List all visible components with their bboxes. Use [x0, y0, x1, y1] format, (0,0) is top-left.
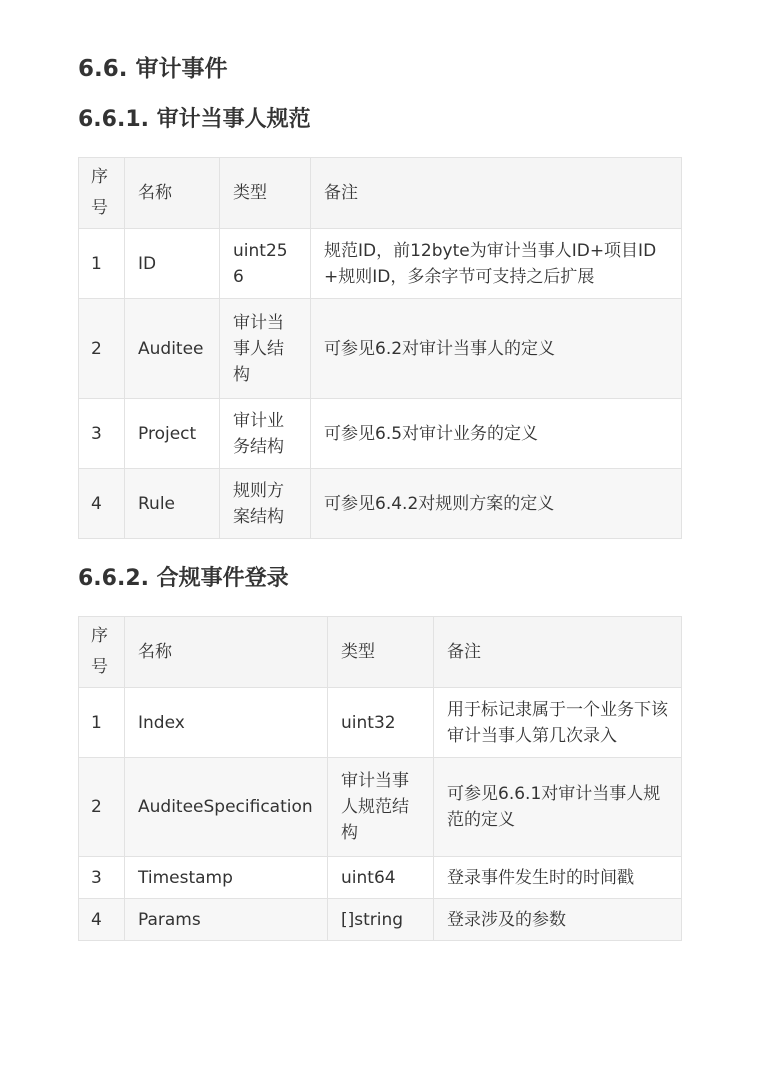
cell-no: 1 — [79, 229, 125, 299]
cell-note: 可参见6.6.1对审计当事人规范的定义 — [434, 758, 682, 857]
cell-type: uint32 — [328, 688, 434, 758]
header-note: 备注 — [434, 617, 682, 688]
table-header-row — [79, 158, 682, 229]
cell-name: ID — [125, 229, 220, 299]
header-no: 序号 — [79, 158, 125, 229]
header-type: 类型 — [328, 617, 434, 688]
header-no: 序号 — [79, 617, 125, 688]
cell-type: 规则方案结构 — [220, 469, 311, 539]
cell-name: Timestamp — [125, 857, 328, 899]
section-heading: 6.6. 审计事件 — [78, 56, 228, 82]
cell-note: 用于标记隶属于一个业务下该审计当事人第几次录入 — [434, 688, 682, 758]
header-note: 备注 — [311, 158, 682, 229]
cell-no: 4 — [79, 469, 125, 539]
cell-note: 可参见6.5对审计业务的定义 — [311, 399, 682, 469]
table-row — [79, 469, 682, 539]
cell-note: 可参见6.2对审计当事人的定义 — [311, 299, 682, 399]
subsection-heading-auditee-spec: 6.6.1. 审计当事人规范 — [78, 107, 311, 132]
cell-note: 可参见6.4.2对规则方案的定义 — [311, 469, 682, 539]
cell-no: 2 — [79, 758, 125, 857]
table-row — [79, 857, 682, 899]
cell-note: 登录涉及的参数 — [434, 899, 682, 941]
compliance-event-table — [78, 616, 682, 941]
header-name: 名称 — [125, 617, 328, 688]
cell-name: Index — [125, 688, 328, 758]
cell-no: 3 — [79, 857, 125, 899]
cell-no: 1 — [79, 688, 125, 758]
cell-name: AuditeeSpecification — [125, 758, 328, 857]
table-row — [79, 399, 682, 469]
cell-no: 2 — [79, 299, 125, 399]
cell-name: Rule — [125, 469, 220, 539]
cell-type: 审计当事人规范结构 — [328, 758, 434, 857]
table-row — [79, 899, 682, 941]
cell-type: uint256 — [220, 229, 311, 299]
cell-no: 3 — [79, 399, 125, 469]
header-name: 名称 — [125, 158, 220, 229]
subsection-heading-compliance-event: 6.6.2. 合规事件登录 — [78, 566, 289, 591]
cell-name: Params — [125, 899, 328, 941]
table-row — [79, 299, 682, 399]
cell-note: 规范ID，前12byte为审计当事人ID+项目ID+规则ID，多余字节可支持之后扩展 — [311, 229, 682, 299]
cell-name: Auditee — [125, 299, 220, 399]
cell-no: 4 — [79, 899, 125, 941]
auditee-spec-table — [78, 157, 682, 539]
header-type: 类型 — [220, 158, 311, 229]
table-row — [79, 688, 682, 758]
table-header-row — [79, 617, 682, 688]
cell-name: Project — [125, 399, 220, 469]
table-row — [79, 229, 682, 299]
table-row — [79, 758, 682, 857]
cell-type: 审计业务结构 — [220, 399, 311, 469]
cell-type: uint64 — [328, 857, 434, 899]
cell-note: 登录事件发生时的时间戳 — [434, 857, 682, 899]
cell-type: []string — [328, 899, 434, 941]
cell-type: 审计当事人结构 — [220, 299, 311, 399]
